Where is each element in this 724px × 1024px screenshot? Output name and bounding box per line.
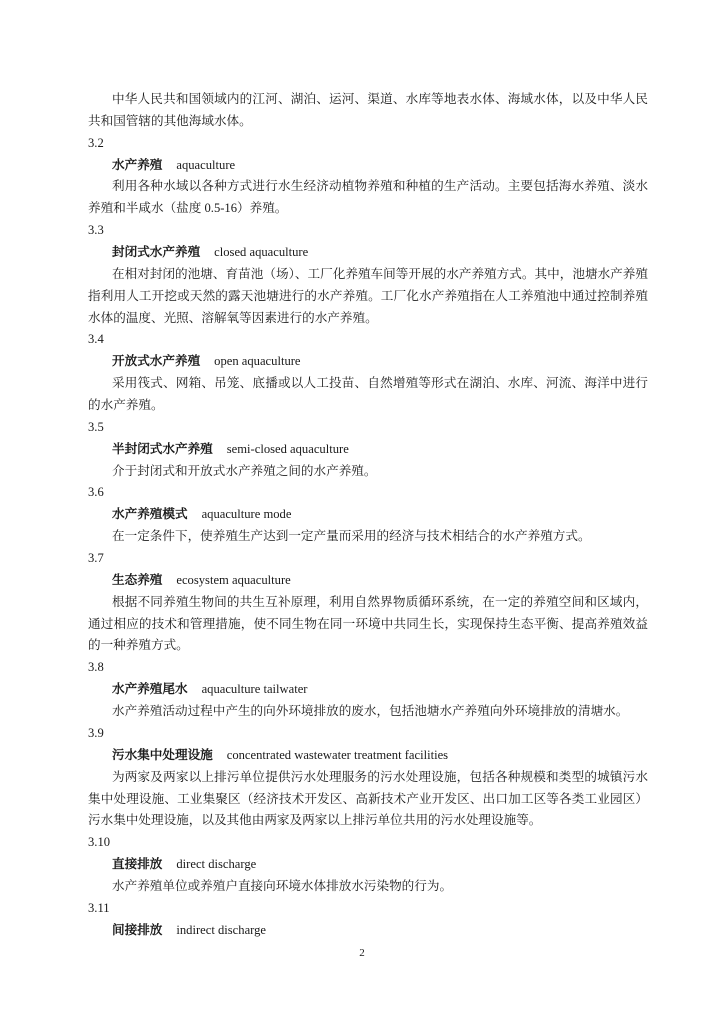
term-entry: [88, 482, 648, 548]
clause-number: 3.4: [88, 332, 104, 347]
term-heading: [88, 351, 648, 373]
paragraph-line: 中华人民共和国领域内的江河、湖泊、运河、渠道、水库等地表水体、海域水体，以及中华人民: [112, 92, 648, 106]
definition-line: 水产养殖单位或养殖户直接向环境水体排放水污染物的行为。: [112, 878, 453, 893]
clause-number: 3.7: [88, 551, 104, 566]
clause-number: 3.11: [88, 900, 110, 915]
document-page: [88, 89, 648, 942]
clause-number: 3.10: [88, 835, 111, 850]
term-entry: [88, 657, 648, 723]
clause-number: 3.6: [88, 485, 104, 500]
term-heading: [88, 679, 648, 701]
term-chinese: 污水集中处理设施: [112, 747, 213, 762]
term-heading: [88, 242, 648, 264]
term-chinese: 半封闭式水产养殖: [112, 441, 213, 456]
term-english: direct discharge: [176, 857, 257, 872]
term-heading: [88, 745, 648, 767]
term-english: aquaculture: [176, 157, 236, 172]
term-entry: [88, 133, 648, 220]
definition-line: 利用各种水域以各种方式进行水生经济动植物养殖和种植的生产活动。主要包括海水养殖、淡水: [112, 179, 648, 194]
definition-line: 的一种养殖方式。: [88, 638, 189, 653]
definition-line: 集中处理设施、工业集聚区（经济技术开发区、高新技术产业开发区、出口加工区等各类工业园区）: [88, 791, 648, 806]
term-english: aquaculture mode: [201, 507, 292, 522]
definition-line: 水产养殖活动过程中产生的向外环境排放的废水，包括池塘水产养殖向外环境排放的清塘水。: [112, 704, 629, 719]
paragraph-line: 共和国管辖的其他海域水体。: [88, 113, 252, 128]
term-chinese: 封闭式水产养殖: [112, 245, 201, 260]
definition-line: 采用筏式、网箱、吊笼、底播或以人工投苗、自然增殖等形式在湖泊、水库、河流、海洋中进行: [112, 376, 648, 391]
clause-number: 3.8: [88, 660, 104, 675]
clause-number: 3.5: [88, 419, 104, 434]
term-english: aquaculture tailwater: [201, 682, 308, 697]
term-english: open aquaculture: [214, 354, 301, 369]
term-heading: [88, 570, 648, 592]
definition-line: 在一定条件下，使养殖生产达到一定产量而采用的经济与技术相结合的水产养殖方式。: [112, 529, 591, 544]
definition-line: 在相对封闭的池塘、育苗池（场）、工厂化养殖车间等开展的水产养殖方式。其中，池塘水产养殖: [112, 266, 648, 281]
definition-line: 水体的温度、光照、溶解氧等因素进行的水产养殖。: [88, 310, 378, 325]
term-chinese: 水产养殖模式: [112, 507, 188, 522]
term-english: semi-closed aquaculture: [226, 441, 349, 456]
term-entry: [88, 220, 648, 329]
term-heading: [88, 439, 648, 461]
term-heading: [88, 504, 648, 526]
term-entry: [88, 832, 648, 898]
definition-line: 根据不同养殖生物间的共生互补原理，利用自然界物质循环系统，在一定的养殖空间和区域内，: [112, 594, 648, 609]
clause-number: 3.3: [88, 223, 104, 238]
intro-paragraph: [88, 89, 648, 133]
term-english: indirect discharge: [176, 922, 267, 937]
definition-line: 通过相应的技术和管理措施，使不同生物在同一环境中共同生长，实现保持生态平衡、提高养殖效益: [88, 616, 648, 631]
term-entry: [88, 898, 648, 942]
term-chinese: 生态养殖: [112, 572, 163, 587]
definition-line: 养殖和半咸水（盐度 0.5-16）养殖。: [88, 201, 288, 216]
term-english: ecosystem aquaculture: [176, 572, 291, 587]
term-heading: [88, 854, 648, 876]
term-entry: [88, 723, 648, 832]
clause-number: 3.2: [88, 135, 104, 150]
term-chinese: 水产养殖尾水: [112, 682, 188, 697]
term-heading: [88, 920, 648, 942]
term-chinese: 开放式水产养殖: [112, 354, 201, 369]
term-entry: [88, 548, 648, 657]
clause-number: 3.9: [88, 725, 104, 740]
term-entry: [88, 417, 648, 483]
definition-line: 为两家及两家以上排污单位提供污水处理服务的污水处理设施，包括各种规模和类型的城镇污水: [112, 769, 648, 784]
definition-line: 介于封闭式和开放式水产养殖之间的水产养殖。: [112, 463, 377, 478]
term-heading: [88, 155, 648, 177]
page-number: 2: [359, 947, 365, 959]
term-english: concentrated wastewater treatment facilities: [226, 747, 449, 762]
term-chinese: 直接排放: [112, 857, 163, 872]
term-entry: [88, 329, 648, 416]
term-chinese: 水产养殖: [112, 157, 163, 172]
definition-line: 指利用人工开挖或天然的露天池塘进行的水产养殖。工厂化水产养殖指在人工养殖池中通过控制养殖: [88, 288, 648, 303]
definition-line: 污水集中处理设施，以及其他由两家及两家以上排污单位共用的污水处理设施等。: [88, 813, 542, 828]
definition-line: 的水产养殖。: [88, 398, 164, 413]
term-english: closed aquaculture: [214, 245, 309, 260]
term-chinese: 间接排放: [112, 922, 163, 937]
